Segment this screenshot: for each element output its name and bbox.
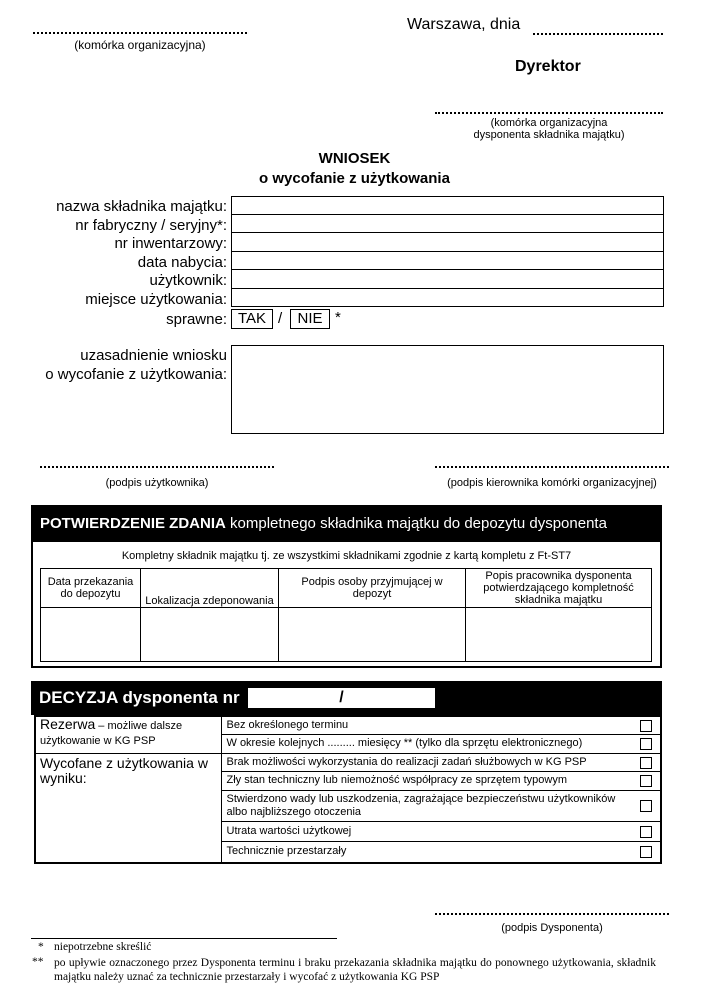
withdraw-label: Wycofane z użytkowania w wyniku: [40,755,208,786]
option-no-use[interactable] [222,754,661,772]
field-label-inventory: nr inwentarzowy: [114,235,227,252]
cell-deposit-location[interactable] [141,608,279,662]
field-user[interactable] [231,270,664,289]
footnote-divider [31,938,337,939]
confirmation-section [31,505,662,668]
decision-number-field[interactable] [248,688,435,708]
user-signature-caption: (podpis użytkownika) [105,477,209,489]
option-checkbox[interactable] [640,738,652,750]
confirmation-header [33,507,660,542]
cell-employee-signature[interactable] [466,608,652,662]
col-deposit-location: Lokalizacja zdeponowania [141,569,279,608]
disponent-signature-line[interactable] [435,911,669,915]
justification-textarea[interactable] [231,345,664,434]
field-label-user: użytkownik: [149,272,227,289]
option-label: Technicznie przestarzały [226,845,347,857]
disponent-unit-caption-1: (komórka organizacyjna [490,117,608,129]
option-checkbox[interactable] [640,720,652,732]
option-value-loss[interactable] [222,822,661,842]
cell-receiver-signature[interactable] [279,608,466,662]
reserve-cell [35,716,221,754]
reserve-options [221,716,661,754]
confirmation-table [40,568,652,662]
withdraw-cell [35,754,221,864]
field-label-purchase-date: data nabycia: [137,254,227,271]
option-indefinite[interactable] [222,717,661,735]
user-signature-line[interactable] [40,464,274,468]
option-checkbox[interactable] [640,775,652,787]
justification-label-1: uzasadnienie wniosku [80,347,227,364]
field-location[interactable] [231,289,664,308]
working-yes-option[interactable]: TAK [231,309,273,329]
option-label: Stwierdzono wady lub uszkodzenia, zagrażające bezpieczeństwu użytkowników albo najbliższego otoczenia [226,793,616,818]
withdraw-options [221,754,661,864]
justification-label-2: o wycofanie z użytkowania: [45,366,227,383]
footnote-2: po upływie oznaczonego przez Dysponenta terminu i braku przekazania składnika majątku do ponownego użytkowania, składnik majątku należy uznać za technicznie przestarzały i wycofać z użytkowania KG PSP [54,957,656,983]
footnote-1: niepotrzebne skreślić [54,941,152,953]
option-label: Brak możliwości wykorzystania do realizacji zadań służbowych w KG PSP [226,756,587,768]
option-bad-condition[interactable] [222,772,661,791]
option-label: Utrata wartości użytkowej [226,825,352,837]
col-receiver-signature: Podpis osoby przyjmującej w depozyt [279,569,466,608]
disponent-signature-caption: (podpis Dysponenta) [501,922,603,934]
field-asset-name[interactable] [231,196,664,215]
confirmation-title-rest: kompletnego składnika majątku do depozytu dysponenta [225,515,607,532]
decision-title: DECYZJA dysponenta nr [39,688,240,707]
working-no-option[interactable]: NIE [290,309,330,329]
confirmation-subtitle: Kompletny składnik majątku tj. ze wszystkimi składnikami zgodnie z kartą kompletu z Ft-ST7 [121,550,572,562]
confirmation-title-bold: POTWIERDZENIE ZDANIA [40,515,226,532]
working-slash: / [278,310,283,327]
field-label-serial: nr fabryczny / seryjny*: [75,217,227,234]
working-label: sprawne: [166,311,227,328]
cell-handover-date[interactable] [41,608,141,662]
date-line[interactable] [533,31,663,35]
head-signature-line[interactable] [435,464,669,468]
option-obsolete[interactable] [222,842,661,862]
option-period[interactable] [222,735,661,753]
org-unit-line[interactable] [33,30,247,34]
option-label: Bez określonego terminu [226,719,349,731]
option-label: Zły stan techniczny lub niemożność współpracy ze sprzętem typowym [226,774,568,786]
reserve-label: Rezerwa [40,716,96,732]
org-unit-caption: (komórka organizacyjna) [74,38,206,52]
field-purchase-date[interactable] [231,252,664,271]
col-handover-date: Data przekazania do depozytu [41,569,141,608]
field-serial[interactable] [231,215,664,234]
footnote-2-mark: ** [32,956,44,968]
decision-number-slash: / [339,689,344,706]
disponent-unit-line[interactable] [435,110,663,114]
reserve-note: – możliwe dalsze użytkowanie w KG PSP [40,720,183,747]
option-label: W okresie kolejnych ......... miesięcy ** (tylko dla sprzętu elektronicznego) [226,737,583,749]
col-employee-signature: Popis pracownika dysponenta potwierdzającego kompletność składnika majątku [466,569,652,608]
option-checkbox[interactable] [640,826,652,838]
form-subtitle: o wycofanie z użytkowania [259,170,450,187]
option-defects[interactable] [222,791,661,822]
place-date-label: Warszawa, dnia [407,16,521,33]
disponent-unit-caption-2: dysponenta składnika majątku) [473,129,625,141]
director-label: Dyrektor [515,58,581,75]
decision-header [31,681,662,715]
working-star: * [335,309,341,326]
option-checkbox[interactable] [640,800,652,812]
option-checkbox[interactable] [640,846,652,858]
field-inventory[interactable] [231,233,664,252]
option-checkbox[interactable] [640,757,652,769]
head-signature-caption: (podpis kierownika komórki organizacyjnej) [447,477,657,489]
footnote-1-mark: * [38,941,44,953]
decision-table [34,715,662,864]
field-label-asset-name: nazwa składnika majątku: [56,198,227,215]
field-label-location: miejsce użytkowania: [85,291,227,308]
form-title: WNIOSEK [318,150,391,167]
